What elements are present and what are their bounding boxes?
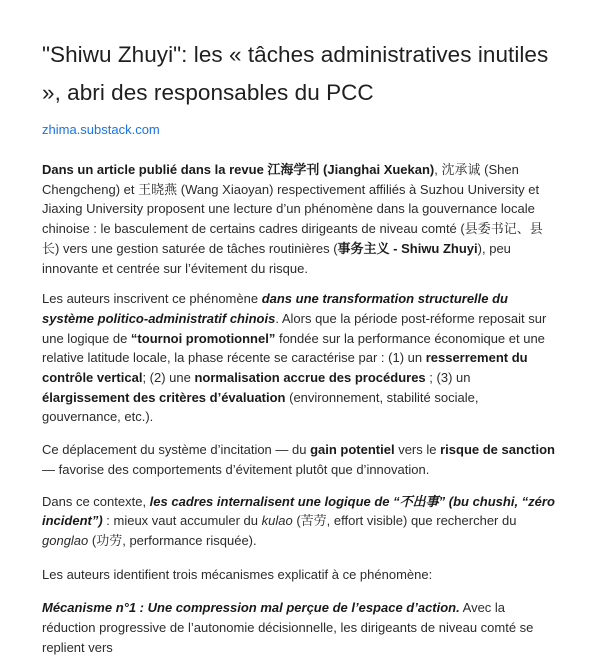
text-span: Avec la réduction progressive de l’autonomie décisionnelle, les dirigeants de niveau comté se replient vers [42,600,534,655]
text-span: ; (3) un [425,370,471,386]
procedure-normalisation-term: normalisation accrue des procédures [194,370,426,386]
text-span: : mieux vaut accumuler du [102,513,262,529]
paragraph-structural [42,289,558,427]
paragraph-context [42,492,558,551]
gain-potentiel-term: gain potentiel [310,442,395,458]
text-span: — favorise des comportements d’évitement plutôt que d’innovation. [42,461,430,477]
article-title: "Shiwu Zhuyi": les « tâches administratives inutiles », abri des responsables du PCC [42,42,549,105]
risque-sanction-term: risque de sanction [440,442,555,458]
text-span: fondée sur la performance économique et une relative latitude locale, la phase récente se caractérise par : (1) un [42,330,545,366]
paragraph-intro [42,160,558,278]
gonglao-term: gonglao [42,532,89,548]
intro-lead: Dans un article publié dans la revue 江海学刊 (Jianghai Xuekan) [42,162,435,177]
text-span: Dans ce contexte, [42,493,150,509]
text-span: Les auteurs inscrivent ce phénomène [42,291,262,307]
paragraph-mechanism-1 [42,598,558,657]
tournoi-promotionnel-term: “tournoi promotionnel” [130,330,276,346]
mechanism-1-heading: Mécanisme n°1 : Une compression mal perçue de l’espace d’action. [42,600,460,616]
intro-text: , 沈承诚 (Shen Chengcheng) et 王晓燕 (Wang Xiaoyan) respectivement affiliés à Suzhou University et Jiaxing University proposent une lecture d’un phénomène dans la gouvernance locale chinoise : le basculement de certains cadres dirigeants de niveau comté (县委书记、县长) vers une gestion saturée de tâches routinières ( [42,162,543,256]
source-link[interactable]: zhima.substack.com [42,122,160,137]
structural-transformation-phrase: dans une transformation structurelle du système politico-administratif chinois [42,291,509,326]
bu-chushi-phrase: les cadres internalisent une logique de “不出事” (bu chushi, “zéro incident”) [42,493,555,529]
text-span: . Alors que la période post-réforme reposait sur une logique de [42,310,547,346]
intro-end: ), peu innovante et centrée sur l’évitement du risque. [42,240,511,276]
text-span: (environnement, stabilité sociale, gouvernance, etc.). [42,389,479,425]
paragraph-mechanisms-intro: Les auteurs identifient trois mécanismes explicatif à ce phénomène: [42,566,433,582]
vertical-control-term: resserrement du contrôle vertical [42,350,528,386]
text-span: Ce déplacement du système d’incitation — du [42,442,311,458]
shiwu-zhuyi-term: 事务主义 - Shiwu Zhuyi [337,240,478,256]
evaluation-criteria-term: élargissement des critères d’évaluation [42,389,286,405]
text-span: (功劳, performance risquée). [88,532,257,548]
text-span: ; (2) une [142,370,195,386]
kulao-term: kulao [261,513,293,529]
paragraph-incentive [42,440,558,479]
text-span: vers le [394,442,441,458]
text-span: (苦劳, effort visible) que rechercher du [292,513,517,529]
